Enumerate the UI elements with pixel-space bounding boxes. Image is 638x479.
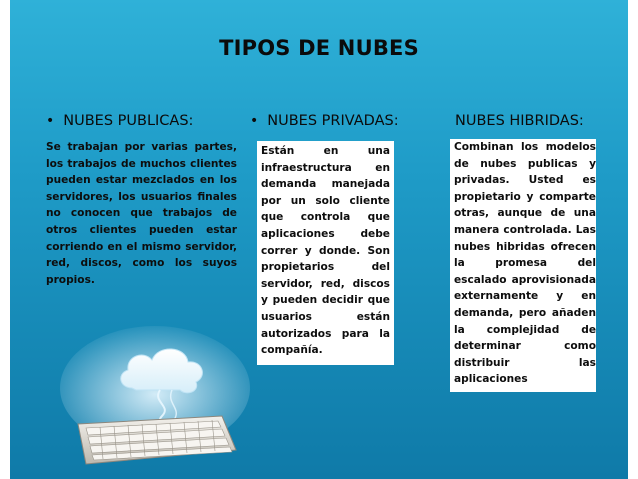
heading-privadas [250,113,399,129]
hibridas-text: Combinan los modelos de nubes publicas y privadas. Usted es propietario y comparte otras, aunque de una manera controlada. Las nubes hibridas ofrecen la promesa del escalado aprovisionada externamente y en demanda, pero añaden la complejidad de determinar como distribuir las aplicaciones [450,139,596,392]
heading-hibridas [455,113,584,129]
publicas-text: Se trabajan por varias partes, los trabajos de muchos clientes pueden estar mezclados en los servidores, los usuarios finales no conocen que trabajos de otros clientes pueden estar corriendo en el mismo servidor, red, discos, como los suyos propios. [46,141,237,286]
cloud-keyboard-illustration [40,318,250,478]
bullet: • [46,113,55,129]
heading-publicas [46,113,193,129]
privadas-text: Están en una infraestructura en demanda manejada por un solo cliente que controla que aplicaciones debe correr y donde. Son propietarios del servidor, red, discos y pueden decidir que usuarios están autorizados para la compañía. [257,141,394,365]
heading-privadas-label: NUBES PRIVADAS: [267,113,399,129]
slide-title: TIPOS DE NUBES [219,36,419,60]
heading-hibridas-label: NUBES HIBRIDAS: [455,113,584,129]
bullet: • [250,113,259,129]
keyboard-icon [78,416,236,464]
heading-publicas-label: NUBES PUBLICAS: [63,113,194,129]
